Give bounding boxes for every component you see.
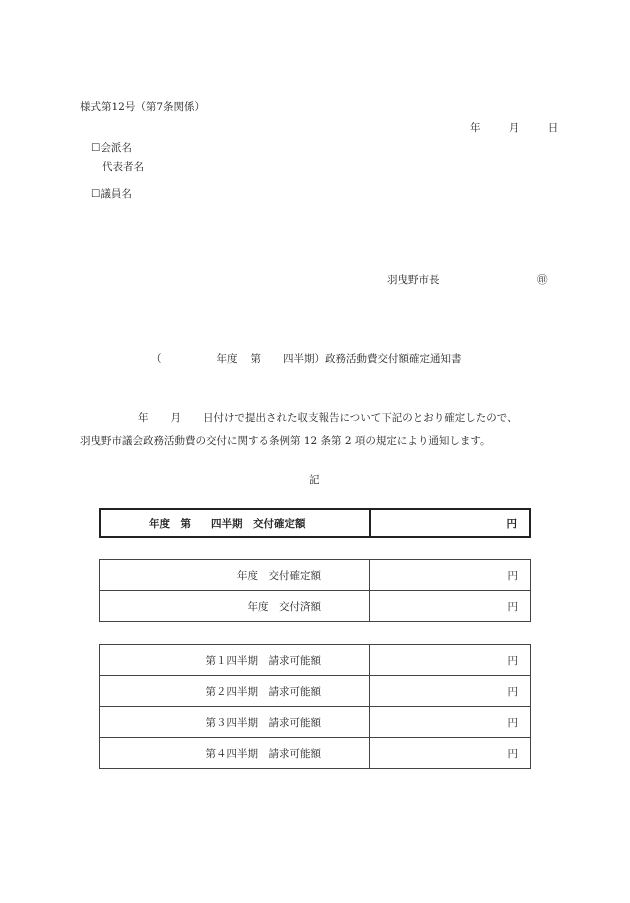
body-month: 月 <box>170 412 181 424</box>
yearly-paid-label: 年度 交付済額 <box>100 591 370 622</box>
table-row <box>100 707 531 738</box>
q2-value: 円 <box>370 676 531 707</box>
yearly-confirmed-label: 年度 交付確定額 <box>100 560 370 591</box>
confirmed-amount-value: 円 <box>370 509 530 537</box>
representative-name-label: 代表者名 <box>102 161 144 173</box>
confirmed-label-part-a: 年度 第 <box>149 517 191 530</box>
confirmed-amount-table <box>99 508 531 538</box>
title-open-paren: （ <box>151 353 162 365</box>
q4-value: 円 <box>370 738 531 769</box>
quarterly-claimable-table <box>99 644 531 769</box>
confirmed-amount-label <box>100 509 370 537</box>
table-row <box>100 560 531 591</box>
body-line-1 <box>138 410 518 425</box>
date-month: 月 <box>508 122 520 134</box>
q1-value: 円 <box>370 645 531 676</box>
q3-label: 第３四半期 請求可能額 <box>100 707 370 738</box>
table-row <box>100 509 530 537</box>
document-title <box>151 351 462 366</box>
ki-heading: 記 <box>309 474 320 486</box>
table-row <box>100 645 531 676</box>
date-year: 年 <box>470 122 481 134</box>
yearly-confirmed-value: 円 <box>370 560 531 591</box>
yearly-paid-value: 円 <box>370 591 531 622</box>
title-rest: 四半期）政務活動費交付額確定通知書 <box>283 353 462 365</box>
table-row <box>100 676 531 707</box>
title-dai: 第 <box>250 353 261 365</box>
seal-mark: ㊞ <box>537 274 548 286</box>
body-line-2: 羽曳野市議会政務活動費の交付に関する条例第 12 条第 2 項の規定により通知します。 <box>80 435 491 447</box>
body-year: 年 <box>138 412 149 424</box>
table-row <box>100 591 531 622</box>
q4-label: 第４四半期 請求可能額 <box>100 738 370 769</box>
q3-value: 円 <box>370 707 531 738</box>
title-year: 年度 <box>216 353 238 365</box>
date-line <box>470 120 558 135</box>
q1-label: 第１四半期 請求可能額 <box>100 645 370 676</box>
date-day: 日 <box>547 122 559 134</box>
yearly-amount-table <box>99 559 531 622</box>
table-row <box>100 738 531 769</box>
confirmed-label-part-b: 四半期 交付確定額 <box>211 517 306 530</box>
faction-name-checkbox-label: ☐会派名 <box>91 142 132 154</box>
member-name-checkbox-label: ☐議員名 <box>91 188 132 200</box>
form-number: 様式第12号（第7条関係） <box>80 101 206 113</box>
q2-label: 第２四半期 請求可能額 <box>100 676 370 707</box>
mayor-title: 羽曳野市長 <box>387 274 440 286</box>
body-line1-rest: 日付けで提出された収支報告について下記のとおり確定したので、 <box>203 412 518 424</box>
